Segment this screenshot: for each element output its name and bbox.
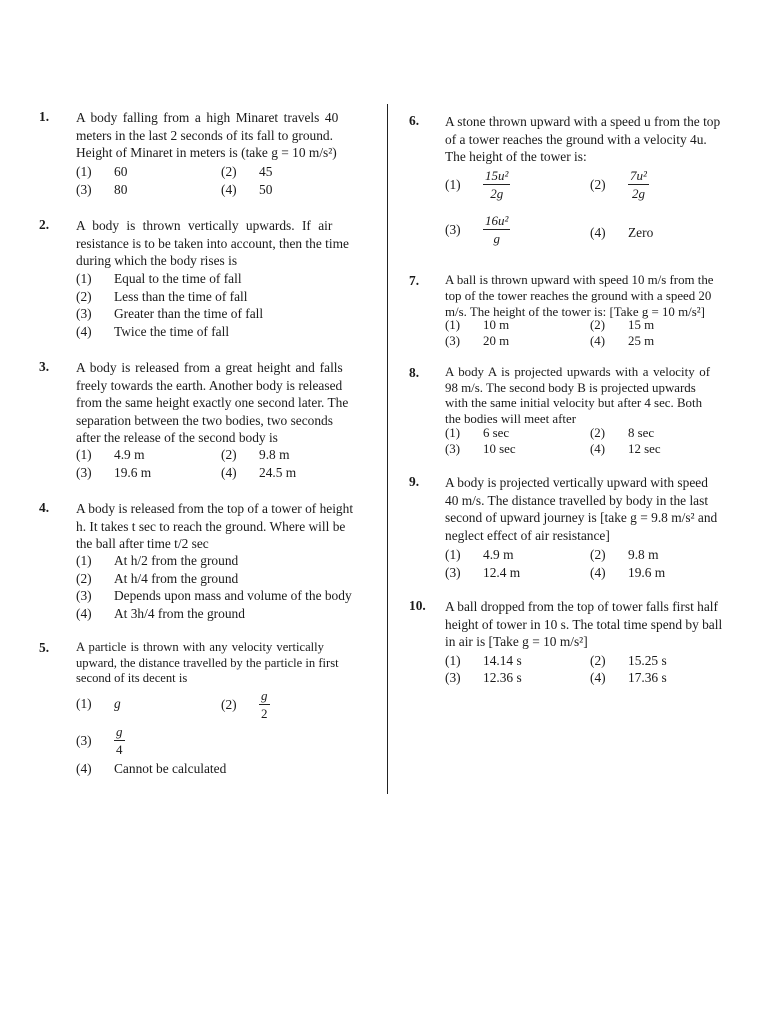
stem-line: separation between the two bodies, two seconds [76, 412, 333, 428]
option-label: (1) [76, 447, 92, 462]
option-label: (2) [76, 571, 92, 586]
option-text: 19.6 m [114, 465, 152, 480]
option-text: 24.5 m [259, 465, 297, 480]
option-text: 6 sec [483, 426, 510, 440]
option-text: 25 m [628, 334, 655, 348]
stem-line: height of tower in 10 s. The total time spend by ball [445, 616, 723, 632]
option-label: (1) [76, 271, 92, 286]
option-label: (1) [445, 318, 461, 332]
option-label: (2) [76, 289, 92, 304]
option-text: 4.9 m [114, 447, 145, 462]
option-text: Depends upon mass and volume of the body [114, 588, 352, 603]
option-label: (4) [221, 182, 237, 197]
option-2 [590, 652, 667, 670]
option-label: (2) [590, 653, 606, 668]
option-3 [445, 334, 509, 350]
fraction-numerator: 7u² [630, 168, 647, 183]
stem-line: A ball is thrown upward with speed 10 m/s from the [445, 273, 714, 287]
option-4 [76, 323, 229, 341]
stem-line: in air is [Take g = 10 m/s²] [445, 634, 588, 650]
option-text: 4.9 m [483, 547, 514, 562]
option-3 [445, 212, 510, 247]
stem-line: A body is projected vertically upward with speed [445, 475, 708, 490]
question-number: 3. [39, 359, 50, 374]
option-label: (4) [590, 442, 606, 456]
option-1 [445, 546, 514, 564]
stem-line: A ball dropped from the top of tower falls first half [445, 599, 718, 614]
option-label: (1) [445, 426, 461, 440]
fraction-denominator: 2g [631, 186, 645, 201]
option-2 [76, 570, 238, 588]
stem-line: A stone thrown upward with a speed u from the top [445, 114, 721, 129]
option-1 [76, 163, 127, 181]
option-label: (3) [445, 334, 461, 348]
option-label: (3) [445, 221, 461, 237]
option-text: 12.4 m [483, 565, 521, 580]
option-3 [76, 305, 263, 323]
option-4 [76, 760, 226, 778]
stem-line: with the same initial velocity but after 4 sec. Both [445, 396, 703, 410]
stem-line: after the release of the second body is [76, 430, 278, 446]
stem-line: second of upward journey is [take g = 9.8 m/s² and [445, 510, 718, 526]
option-label: (4) [590, 225, 606, 240]
option-text: Cannot be calculated [114, 761, 227, 776]
question-number: 8. [409, 365, 420, 380]
option-4 [221, 464, 296, 482]
option-label: (2) [590, 176, 606, 192]
option-text: 12 sec [628, 442, 661, 456]
option-text: 19.6 m [628, 565, 666, 580]
column-divider [387, 104, 388, 794]
option-2 [590, 167, 649, 202]
stem-line: the ball after time t/2 sec [76, 536, 209, 552]
option-text: 15 m [628, 318, 655, 332]
option-label: (4) [590, 565, 606, 580]
option-text: Twice the time of fall [114, 324, 230, 339]
option-text: At h/4 from the ground [114, 571, 239, 586]
stem-line: A body A is projected upwards with a velocity of [445, 365, 710, 379]
option-text: 80 [114, 182, 128, 197]
stem-line: upward, the distance travelled by the particle in first [76, 655, 339, 670]
option-text: 45 [259, 164, 273, 179]
fraction-numerator: g [116, 724, 123, 739]
option-1 [445, 167, 510, 202]
option-label: (1) [76, 164, 92, 179]
option-2 [590, 426, 654, 442]
stem-line: of a tower reaches the ground with a velocity 4u. [445, 131, 707, 147]
option-label: (2) [590, 426, 606, 440]
option-4 [590, 564, 665, 582]
option-label: (3) [76, 182, 92, 197]
option-text: 50 [259, 182, 273, 197]
option-2 [590, 318, 654, 334]
fraction-denominator: 2g [490, 186, 504, 201]
question-number: 1. [39, 109, 50, 124]
option-3 [76, 723, 125, 758]
fraction-denominator: 4 [116, 742, 123, 757]
option-label: (1) [445, 547, 461, 562]
option-1 [445, 426, 509, 442]
question-number: 4. [39, 500, 50, 515]
question-stem [76, 217, 366, 270]
option-4 [590, 224, 653, 242]
option-text: 8 sec [628, 426, 655, 440]
option-label: (3) [445, 565, 461, 580]
question-stem [445, 598, 735, 651]
fraction [259, 687, 270, 722]
option-4 [590, 334, 654, 350]
option-label: (2) [221, 696, 237, 712]
option-text: 12.36 s [483, 670, 522, 685]
option-4 [76, 605, 245, 623]
option-1 [445, 318, 509, 334]
option-label: (1) [445, 653, 461, 668]
stem-line: Height of Minaret in meters is (take g = 10 m/s²) [76, 145, 337, 161]
option-3 [76, 464, 151, 482]
stem-line: the bodies will meet after [445, 411, 577, 426]
option-text: 9.8 m [628, 547, 659, 562]
stem-line: A body is released from a great height and falls [76, 360, 343, 375]
option-3 [445, 564, 520, 582]
option-label: (3) [76, 588, 92, 603]
option-2 [221, 446, 290, 464]
stem-line: meters in the last 2 seconds of its fall to ground. [76, 127, 333, 143]
option-text: At h/2 from the ground [114, 553, 239, 568]
stem-line: from the same height exactly one second later. The [76, 395, 349, 411]
stem-line: The height of the tower is: [445, 149, 587, 165]
option-label: (2) [221, 164, 237, 179]
option-1 [76, 552, 238, 570]
stem-line: during which the body rises is [76, 253, 238, 269]
option-text: 20 m [483, 334, 510, 348]
question-stem [76, 640, 366, 687]
fraction [114, 723, 125, 758]
option-label: (3) [76, 465, 92, 480]
option-3 [76, 587, 352, 605]
option-1 [76, 695, 121, 713]
stem-line: h. It takes t sec to reach the ground. Where will be [76, 518, 346, 534]
question-stem [76, 109, 366, 162]
question-stem [76, 359, 366, 447]
option-1 [76, 270, 242, 288]
fraction-denominator: g [493, 231, 500, 246]
option-label: (1) [76, 553, 92, 568]
stem-line: A body falling from a high Minaret travels 40 [76, 110, 339, 125]
fraction-denominator: 2 [261, 706, 268, 721]
option-1 [76, 446, 145, 464]
option-2 [590, 546, 659, 564]
question-number: 6. [409, 113, 420, 128]
question-stem [445, 273, 735, 320]
stem-line: m/s. The height of the tower is: [Take g = 10 m/s²] [445, 304, 705, 319]
question-stem [76, 500, 366, 553]
stem-line: A body is thrown vertically upwards. If air [76, 218, 333, 233]
option-1 [445, 652, 522, 670]
option-text: 15.25 s [628, 653, 667, 668]
stem-line: A particle is thrown with any velocity vertically [76, 640, 324, 654]
question-stem [445, 474, 735, 544]
option-label: (4) [76, 606, 92, 621]
option-4 [221, 181, 272, 199]
stem-line: 40 m/s. The distance travelled by body in the last [445, 492, 709, 508]
option-label: (3) [445, 442, 461, 456]
option-text: At 3h/4 from the ground [114, 606, 245, 621]
question-number: 2. [39, 217, 50, 232]
stem-line: freely towards the earth. Another body is released [76, 377, 343, 393]
fraction-numerator: 16u² [485, 213, 509, 228]
option-label: (2) [590, 318, 606, 332]
option-3 [76, 181, 127, 199]
option-label: (4) [76, 324, 92, 339]
option-text: g [114, 696, 121, 711]
option-label: (1) [76, 696, 92, 711]
option-text: Greater than the time of fall [114, 306, 264, 321]
option-2 [221, 163, 272, 181]
stem-line: resistance is to be taken into account, then the time [76, 235, 349, 251]
option-label: (2) [590, 547, 606, 562]
option-label: (3) [445, 670, 461, 685]
option-text: Zero [628, 225, 654, 240]
question-number: 10. [409, 598, 426, 613]
question-stem [445, 113, 735, 166]
option-text: 9.8 m [259, 447, 290, 462]
fraction-numerator: g [261, 688, 268, 703]
question-number: 9. [409, 474, 420, 489]
fraction [483, 167, 510, 202]
fraction-numerator: 15u² [485, 168, 509, 183]
stem-line: 98 m/s. The second body B is projected upwards [445, 380, 696, 395]
option-2 [221, 687, 270, 722]
option-3 [445, 442, 516, 458]
option-label: (3) [76, 732, 92, 748]
stem-line: neglect effect of air resistance] [445, 527, 610, 543]
question-number: 7. [409, 273, 420, 288]
option-3 [445, 669, 522, 687]
question-number: 5. [39, 640, 50, 655]
option-label: (1) [445, 176, 461, 192]
option-label: (4) [590, 334, 606, 348]
option-label: (2) [221, 447, 237, 462]
option-4 [590, 669, 667, 687]
option-2 [76, 288, 248, 306]
fraction [483, 212, 510, 247]
option-text: 17.36 s [628, 670, 667, 685]
option-label: (3) [76, 306, 92, 321]
stem-line: A body is released from the top of a tower of height [76, 501, 354, 516]
option-label: (4) [221, 465, 237, 480]
question-stem [445, 365, 735, 427]
stem-line: top of the tower reaches the ground with a speed 20 [445, 288, 712, 303]
option-text: 10 sec [483, 442, 516, 456]
option-label: (4) [590, 670, 606, 685]
option-text: 10 m [483, 318, 510, 332]
option-text: 14.14 s [483, 653, 522, 668]
option-text: Less than the time of fall [114, 289, 248, 304]
fraction [628, 167, 649, 202]
option-4 [590, 442, 661, 458]
stem-line: second of its decent is [76, 671, 188, 685]
option-text: Equal to the time of fall [114, 271, 242, 286]
option-label: (4) [76, 761, 92, 776]
option-text: 60 [114, 164, 128, 179]
